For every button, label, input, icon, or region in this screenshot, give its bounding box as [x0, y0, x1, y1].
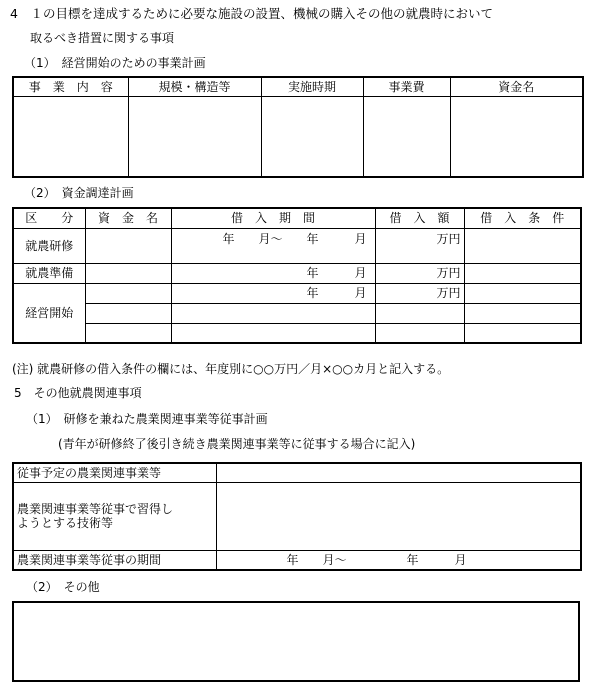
business-plan-header-row [13, 77, 583, 96]
start-period-cell-1[interactable]: 年 月 [171, 283, 375, 303]
scale-structure-cell[interactable] [128, 96, 261, 177]
start-period-cell-2[interactable] [171, 303, 375, 323]
funding-header-row [13, 208, 581, 228]
other-entry-box[interactable] [12, 601, 580, 682]
fund-name-cell[interactable] [450, 96, 583, 177]
header-scale-structure: 規模・構造等 [128, 77, 261, 96]
header-category: 区 分 [13, 208, 85, 228]
start-period-cell-3[interactable] [171, 323, 375, 343]
training-period-cell[interactable]: 年 月～ 年 月 [171, 228, 375, 263]
start-conditions-cell-3[interactable] [464, 323, 581, 343]
engagement-period-label: 農業関連事業等従事の期間 [13, 550, 216, 570]
start-fund-cell-2[interactable] [85, 303, 171, 323]
preparation-period-cell[interactable]: 年 月 [171, 263, 375, 283]
section5-heading: 5 その他就農関連事項 [14, 386, 142, 400]
header-fund-name: 資 金 名 [85, 208, 171, 228]
start-amount-cell-3[interactable] [375, 323, 464, 343]
skill-cell[interactable] [216, 482, 581, 550]
related-business-note: (青年が研修終了後引き続き農業関連事業等に従事する場合に記入) [58, 437, 416, 451]
header-business-cost: 事業費 [363, 77, 450, 96]
engagement-period-row [13, 550, 581, 570]
funding-plan-title: （2） 資金調達計画 [24, 186, 134, 200]
planned-business-row [13, 463, 581, 482]
skill-row [13, 482, 581, 550]
start-row-2 [13, 303, 581, 323]
training-amount-cell[interactable]: 万円 [375, 228, 464, 263]
skill-label-line1: 農業関連事業等従事で習得し [17, 502, 174, 516]
start-amount-cell-1[interactable]: 万円 [375, 283, 464, 303]
header-implementation-period: 実施時期 [261, 77, 363, 96]
skill-label-line2: ようとする技術等 [17, 516, 114, 530]
header-fund-name: 資金名 [450, 77, 583, 96]
funding-note: (注) 就農研修の借入条件の欄には、年度別に○○万円／月×○○カ月と記入する。 [12, 362, 450, 376]
training-fund-cell[interactable] [85, 228, 171, 263]
start-fund-cell-3[interactable] [85, 323, 171, 343]
header-loan-conditions: 借 入 条 件 [464, 208, 581, 228]
start-conditions-cell-2[interactable] [464, 303, 581, 323]
preparation-conditions-cell[interactable] [464, 263, 581, 283]
implementation-period-cell[interactable] [261, 96, 363, 177]
preparation-label: 就農準備 [13, 263, 85, 283]
other-title: （2） その他 [26, 580, 100, 594]
preparation-fund-cell[interactable] [85, 263, 171, 283]
header-loan-period: 借 入 期 間 [171, 208, 375, 228]
preparation-amount-cell[interactable]: 万円 [375, 263, 464, 283]
header-business-content: 事 業 内 容 [13, 77, 128, 96]
engagement-period-cell[interactable]: 年 月～ 年 月 [216, 550, 581, 570]
start-fund-cell-1[interactable] [85, 283, 171, 303]
business-plan-entry-row [13, 96, 583, 177]
header-loan-amount: 借 入 額 [375, 208, 464, 228]
section4-heading-line1: 4 １の目標を達成するために必要な施設の設置、機械の購入その他の就農時において [10, 6, 493, 21]
related-business-title: （1） 研修を兼ねた農業関連事業等従事計画 [26, 412, 268, 426]
business-content-cell[interactable] [13, 96, 128, 177]
preparation-row [13, 263, 581, 283]
start-conditions-cell-1[interactable] [464, 283, 581, 303]
training-label: 就農研修 [13, 228, 85, 263]
section4-heading-line2: 取るべき措置に関する事項 [30, 31, 175, 45]
business-plan-title: （1） 経営開始のための事業計画 [24, 56, 206, 70]
start-row-3 [13, 323, 581, 343]
training-row [13, 228, 581, 263]
related-business-table [12, 462, 582, 571]
planned-business-label: 従事予定の農業関連事業等 [13, 463, 216, 482]
funding-plan-table [12, 207, 582, 344]
training-conditions-cell[interactable] [464, 228, 581, 263]
skill-label [13, 482, 216, 550]
planned-business-cell[interactable] [216, 463, 581, 482]
business-cost-cell[interactable] [363, 96, 450, 177]
start-amount-cell-2[interactable] [375, 303, 464, 323]
business-plan-table [12, 76, 584, 178]
start-row-1 [13, 283, 581, 303]
start-label: 経営開始 [13, 283, 85, 343]
